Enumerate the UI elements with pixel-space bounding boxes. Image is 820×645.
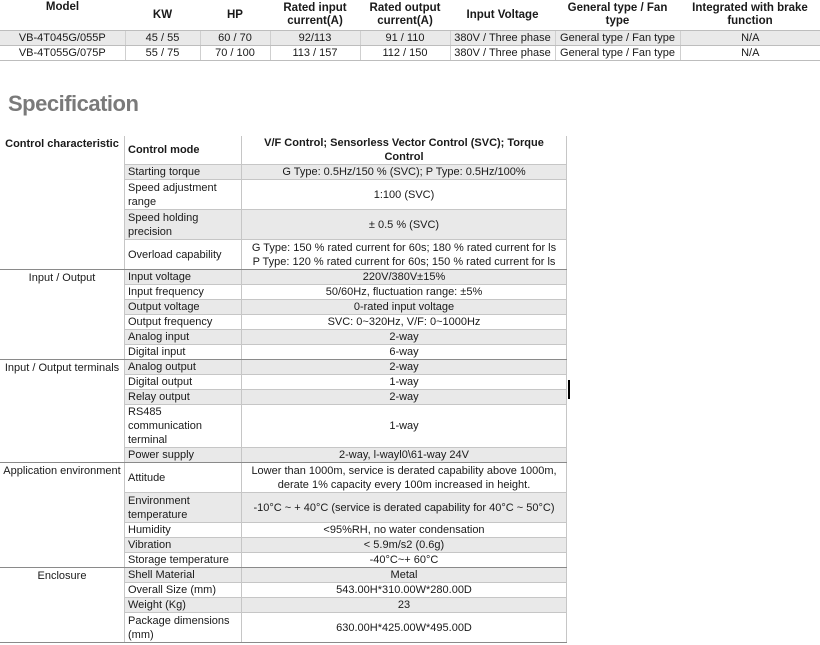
spec-value-line: P Type: 120 % rated current for 60s; 150 % rated current for ls xyxy=(252,255,556,268)
spec-param: RS485 communication terminal xyxy=(125,405,242,448)
spec-value: G Type: 0.5Hz/150 % (SVC); P Type: 0.5Hz/100% xyxy=(242,165,567,180)
header-brake-function: Integrated with brake function xyxy=(692,2,808,27)
spec-value-line: derate 1% capacity every 100m increased in height. xyxy=(277,478,531,491)
cell-brake: N/A xyxy=(680,46,820,61)
spec-value xyxy=(242,240,567,270)
spec-param: Starting torque xyxy=(125,165,242,180)
spec-value: <95%RH, no water condensation xyxy=(242,523,567,538)
cell-hp: 60 / 70 xyxy=(200,31,270,46)
spec-param: Digital input xyxy=(125,345,242,360)
spec-param: Speed adjustment range xyxy=(125,180,242,210)
spec-param: Output frequency xyxy=(125,315,242,330)
spec-param: Output voltage xyxy=(125,300,242,315)
category-terminals: Input / Output terminals xyxy=(0,360,125,463)
spec-param: Analog output xyxy=(125,360,242,375)
spec-value: 6-way xyxy=(242,345,567,360)
spec-param: Overload capability xyxy=(125,240,242,270)
cell-hp: 70 / 100 xyxy=(200,46,270,61)
spec-table xyxy=(0,136,567,643)
spec-row xyxy=(0,270,567,285)
spec-value-line: Lower than 1000m, service is derated capability above 1000m, xyxy=(251,464,557,477)
spec-param: Package dimensions (mm) xyxy=(125,613,242,643)
spec-value: 1-way xyxy=(242,375,567,390)
spec-value: ± 0.5 % (SVC) xyxy=(242,210,567,240)
spec-value: V/F Control; Sensorless Vector Control (SVC); Torque Control xyxy=(242,136,567,165)
model-table-header xyxy=(0,0,820,31)
spec-row-control-mode xyxy=(0,136,567,165)
cell-input-current: 113 / 157 xyxy=(270,46,360,61)
cell-output-current: 91 / 110 xyxy=(360,31,450,46)
model-table xyxy=(0,0,820,61)
spec-param: Relay output xyxy=(125,390,242,405)
cell-general-type: General type / Fan type xyxy=(555,31,680,46)
spec-value: 543.00H*310.00W*280.00D xyxy=(242,583,567,598)
cell-brake: N/A xyxy=(680,31,820,46)
spec-value: 2-way, l-wayl0\61-way 24V xyxy=(242,448,567,463)
spec-param: Overall Size (mm) xyxy=(125,583,242,598)
cell-kw: 45 / 55 xyxy=(125,31,200,46)
text-cursor xyxy=(568,380,570,399)
spec-param: Input frequency xyxy=(125,285,242,300)
header-kw: KW xyxy=(152,8,173,21)
category-input-output: Input / Output xyxy=(0,270,125,360)
header-input-voltage: Input Voltage xyxy=(466,8,539,21)
spec-value: 220V/380V±15% xyxy=(242,270,567,285)
spec-value: Metal xyxy=(242,568,567,583)
header-rated-input-current: Rated input current(A) xyxy=(283,2,347,27)
spec-param: Speed holding precision xyxy=(125,210,242,240)
spec-param: Analog input xyxy=(125,330,242,345)
spec-param: Weight (Kg) xyxy=(125,598,242,613)
spec-value: 2-way xyxy=(242,360,567,375)
cell-general-type: General type / Fan type xyxy=(555,46,680,61)
category-enclosure: Enclosure xyxy=(0,568,125,643)
spec-value: < 5.9m/s2 (0.6g) xyxy=(242,538,567,553)
category-environment: Application environment xyxy=(0,463,125,568)
spec-value: 630.00H*425.00W*495.00D xyxy=(242,613,567,643)
header-hp: HP xyxy=(227,8,243,21)
table-row xyxy=(0,31,820,46)
spec-value xyxy=(242,463,567,493)
header-model: Model xyxy=(45,1,80,13)
spec-row xyxy=(0,568,567,583)
cell-kw: 55 / 75 xyxy=(125,46,200,61)
spec-param: Storage temperature xyxy=(125,553,242,568)
spec-param: Input voltage xyxy=(125,270,242,285)
spec-value: SVC: 0~320Hz, V/F: 0~1000Hz xyxy=(242,315,567,330)
spec-value: 0-rated input voltage xyxy=(242,300,567,315)
cell-model: VB-4T045G/055P xyxy=(0,31,125,46)
spec-param: Control mode xyxy=(125,136,242,165)
header-general-type: General type / Fan type xyxy=(567,2,668,27)
cell-output-current: 112 / 150 xyxy=(360,46,450,61)
spec-param: Digital output xyxy=(125,375,242,390)
spec-row xyxy=(0,360,567,375)
spec-param: Environment temperature xyxy=(125,493,242,523)
spec-param: Humidity xyxy=(125,523,242,538)
spec-value: 50/60Hz, fluctuation range: ±5% xyxy=(242,285,567,300)
spec-value: -10°C ~ + 40°C (service is derated capability for 40°C ~ 50°C) xyxy=(242,493,567,523)
cell-model: VB-4T055G/075P xyxy=(0,46,125,61)
spec-value: 2-way xyxy=(242,330,567,345)
spec-param: Shell Material xyxy=(125,568,242,583)
spec-value: -40°C~+ 60°C xyxy=(242,553,567,568)
spec-row xyxy=(0,463,567,493)
spec-value: 1:100 (SVC) xyxy=(242,180,567,210)
header-rated-output-current: Rated output current(A) xyxy=(369,2,441,27)
spec-param: Vibration xyxy=(125,538,242,553)
cell-input-voltage: 380V / Three phase xyxy=(450,46,555,61)
table-row xyxy=(0,46,820,61)
cell-input-voltage: 380V / Three phase xyxy=(450,31,555,46)
cell-input-current: 92/113 xyxy=(270,31,360,46)
page-title: Specification xyxy=(8,91,139,116)
spec-value: 1-way xyxy=(242,405,567,448)
spec-value: 23 xyxy=(242,598,567,613)
spec-param: Attitude xyxy=(125,463,242,493)
spec-param: Power supply xyxy=(125,448,242,463)
category-control: Control characteristic xyxy=(0,136,125,270)
spec-value: 2-way xyxy=(242,390,567,405)
spec-value-line: G Type: 150 % rated current for 60s; 180 % rated current for ls xyxy=(251,241,557,254)
